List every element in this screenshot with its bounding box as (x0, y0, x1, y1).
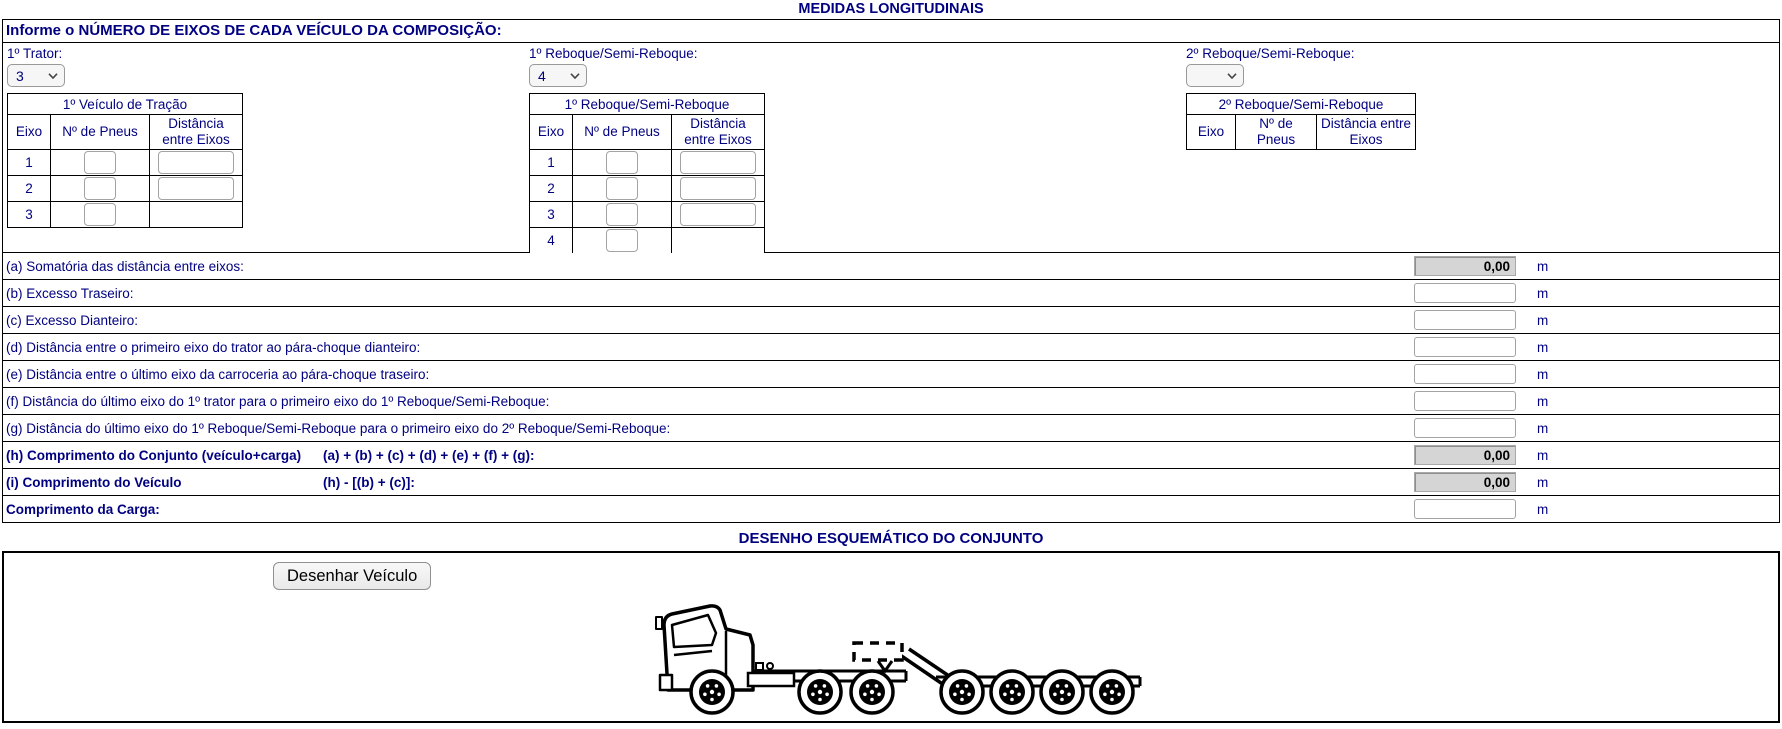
axle-count-select[interactable] (1186, 64, 1244, 87)
measure-label-i: (i) Comprimento do Veículo (6, 474, 182, 490)
distancia-cell (672, 202, 765, 228)
pneus-input[interactable] (606, 229, 638, 252)
axle-table (1186, 93, 1416, 150)
axle-count-label: 1º Trator: (7, 46, 63, 61)
axle-count-select-wrap (7, 64, 65, 87)
measure-input-c[interactable] (1414, 310, 1516, 330)
measure-label-d: (d) Distância entre o primeiro eixo do trator ao pára-choque dianteiro: (6, 339, 421, 355)
unit-label: m (1537, 501, 1549, 517)
distancia-input[interactable] (680, 177, 756, 200)
truck-schematic-image (652, 593, 1144, 718)
axle-row (8, 176, 243, 202)
pneus-input[interactable] (84, 151, 116, 174)
axle-count-select-wrap (1186, 64, 1244, 87)
measure-row-h (2, 442, 1780, 469)
measure-row-e (2, 361, 1780, 388)
measure-row-g (2, 415, 1780, 442)
axle-group-1 (7, 46, 243, 228)
pneus-cell (573, 202, 672, 228)
measure-label-a: (a) Somatória das distância entre eixos: (6, 258, 244, 274)
measure-input-g[interactable] (1414, 418, 1516, 438)
measure-row-f (2, 388, 1780, 415)
measure-label-h: (h) Comprimento do Conjunto (veículo+carga) (6, 447, 302, 463)
axle-table (529, 93, 765, 254)
distancia-cell (672, 176, 765, 202)
measure-input-d[interactable] (1414, 337, 1516, 357)
axle-row (530, 150, 765, 176)
measures-section (2, 253, 1780, 523)
distancia-cell (150, 202, 243, 228)
col-pneus: Nº de Pneus (1236, 115, 1317, 150)
axle-number: 1 (8, 150, 51, 176)
axle-group-3 (1186, 46, 1416, 150)
axle-count-label: 2º Reboque/Semi-Reboque: (1186, 46, 1355, 61)
col-eixo: Eixo (1187, 115, 1236, 150)
measure-label-f: (f) Distância do último eixo do 1º trator para o primeiro eixo do 1º Reboque/Semi-Reboque: (6, 393, 550, 409)
axle-row (8, 150, 243, 176)
unit-label: m (1537, 312, 1549, 328)
measure-formula-h: (a) + (b) + (c) + (d) + (e) + (f) + (g): (323, 447, 535, 463)
col-eixo: Eixo (530, 115, 573, 150)
unit-label: m (1537, 339, 1549, 355)
axle-group-2 (529, 46, 765, 254)
col-distancia: Distância entre Eixos (1317, 115, 1416, 150)
col-distancia: Distância entre Eixos (672, 115, 765, 150)
axle-number: 4 (530, 228, 573, 254)
measure-row-d (2, 334, 1780, 361)
measure-input-h (1414, 445, 1516, 465)
pneus-input[interactable] (84, 203, 116, 226)
distancia-cell (672, 228, 765, 254)
axle-section (2, 19, 1780, 253)
drawing-section-title: DESENHO ESQUEMÁTICO DO CONJUNTO (738, 530, 1044, 547)
distancia-cell (150, 150, 243, 176)
distancia-cell (150, 176, 243, 202)
axle-count-select-wrap (529, 64, 587, 87)
pneus-input[interactable] (606, 203, 638, 226)
axle-table-title: 1º Veículo de Tração (8, 94, 243, 115)
distancia-cell (672, 150, 765, 176)
unit-label: m (1537, 258, 1549, 274)
measure-row-a (2, 253, 1780, 280)
measure-formula-i: (h) - [(b) + (c)]: (323, 474, 415, 490)
axle-table-title: 1º Reboque/Semi-Reboque (530, 94, 765, 115)
measure-label-carga: Comprimento da Carga: (6, 501, 160, 517)
pneus-cell (573, 150, 672, 176)
distancia-input[interactable] (158, 151, 234, 174)
axle-number: 3 (8, 202, 51, 228)
distancia-input[interactable] (680, 151, 756, 174)
pneus-input[interactable] (606, 177, 638, 200)
measure-row-b (2, 280, 1780, 307)
measure-input-carga[interactable] (1414, 499, 1516, 519)
measure-row-i (2, 469, 1780, 496)
axle-row (530, 202, 765, 228)
axle-row (8, 202, 243, 228)
desenhar-veiculo-button[interactable]: Desenhar Veículo (273, 562, 431, 590)
measure-input-a (1414, 256, 1516, 276)
pneus-input[interactable] (84, 177, 116, 200)
measure-label-g: (g) Distância do último eixo do 1º Reboque/Semi-Reboque para o primeiro eixo do 2º Reboque/Semi-Reboque: (6, 420, 671, 436)
col-pneus: Nº de Pneus (573, 115, 672, 150)
pneus-cell (573, 176, 672, 202)
axle-number: 1 (530, 150, 573, 176)
pneus-cell (573, 228, 672, 254)
axle-number: 3 (530, 202, 573, 228)
unit-label: m (1537, 366, 1549, 382)
col-pneus: Nº de Pneus (51, 115, 150, 150)
pneus-cell (51, 202, 150, 228)
axle-number: 2 (8, 176, 51, 202)
unit-label: m (1537, 447, 1549, 463)
distancia-input[interactable] (158, 177, 234, 200)
pneus-cell (51, 150, 150, 176)
col-distancia: Distância entre Eixos (150, 115, 243, 150)
distancia-input[interactable] (680, 203, 756, 226)
axle-groups (3, 43, 1779, 252)
axle-count-label: 1º Reboque/Semi-Reboque: (529, 46, 698, 61)
pneus-cell (51, 176, 150, 202)
axle-row (530, 176, 765, 202)
axle-section-header: Informe o NÚMERO DE EIXOS DE CADA VEÍCULO DA COMPOSIÇÃO: (3, 20, 1779, 43)
measure-label-c: (c) Excesso Dianteiro: (6, 312, 139, 328)
pneus-input[interactable] (606, 151, 638, 174)
axle-number: 2 (530, 176, 573, 202)
unit-label: m (1537, 420, 1549, 436)
page-title: MEDIDAS LONGITUDINAIS (798, 1, 984, 17)
unit-label: m (1537, 285, 1549, 301)
axle-row (530, 228, 765, 254)
unit-label: m (1537, 393, 1549, 409)
measure-row-c (2, 307, 1780, 334)
measure-input-f[interactable] (1414, 391, 1516, 411)
axle-count-select[interactable] (529, 64, 587, 87)
drawing-section (2, 551, 1780, 723)
measure-input-i (1414, 472, 1516, 492)
axle-table-title: 2º Reboque/Semi-Reboque (1187, 94, 1416, 115)
unit-label: m (1537, 474, 1549, 490)
measure-label-b: (b) Excesso Traseiro: (6, 285, 134, 301)
measure-label-e: (e) Distância entre o último eixo da carroceria ao pára-choque traseiro: (6, 366, 430, 382)
axle-table (7, 93, 243, 228)
col-eixo: Eixo (8, 115, 51, 150)
measure-row-carga (2, 496, 1780, 523)
measure-input-b[interactable] (1414, 283, 1516, 303)
axle-count-select[interactable] (7, 64, 65, 87)
measure-input-e[interactable] (1414, 364, 1516, 384)
